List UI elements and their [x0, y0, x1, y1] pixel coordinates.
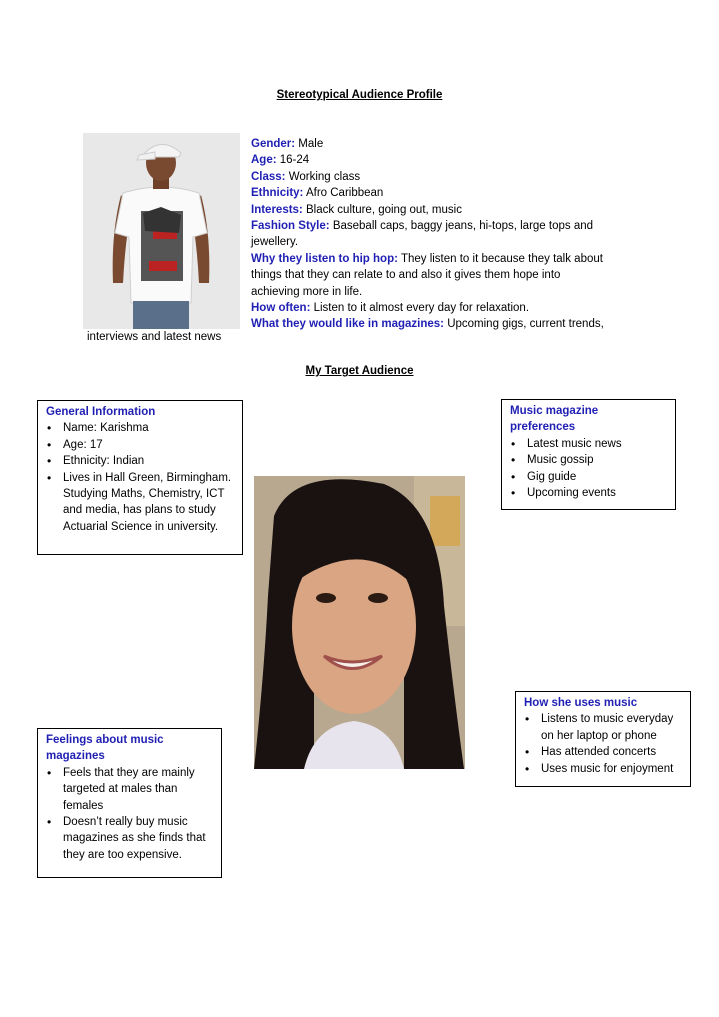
profile-row-fashion-cont: jewellery. [251, 236, 299, 249]
list-item: • Doesn’t really buy music magazines as she finds that they are too expensive. [46, 814, 213, 863]
profile-row-how-often: How often: Listen to it almost every day for relaxation. [251, 302, 530, 315]
list-item: • Lives in Hall Green, Birmingham. Studying Maths, Chemistry, ICT and media, has plans to study Actuarial Science in university. [46, 470, 234, 536]
general-info-box [37, 400, 243, 555]
feelings-list [46, 765, 213, 863]
uses-box [515, 691, 691, 787]
profile-row-why-cont-2: achieving more in life. [251, 285, 363, 298]
uses-list [524, 711, 682, 777]
feelings-box [37, 728, 222, 878]
stereotype-profile [251, 136, 711, 333]
list-item: • Age: 17 [46, 437, 234, 453]
profile-row-why-cont-1: things that they can relate to and also it gives them hope into [251, 269, 561, 282]
list-item: • Listens to music everyday on her laptop or phone [524, 711, 682, 744]
profile-row-interests: Interests: Black culture, going out, music [251, 203, 462, 216]
preferences-box [501, 399, 676, 510]
profile-row-why: Why they listen to hip hop: They listen to it because they talk about [251, 252, 603, 265]
preferences-list [510, 436, 667, 502]
preferences-title: Music magazine preferences [510, 405, 599, 434]
feelings-title: Feelings about music magazines [46, 734, 164, 763]
profile-row-age: Age: 16-24 [251, 154, 310, 167]
profile-row-magazines: What they would like in magazines: Upcoming gigs, current trends, [251, 318, 604, 331]
stereotype-photo [83, 133, 240, 329]
stereotype-heading: Stereotypical Audience Profile [276, 89, 443, 101]
list-item: • Uses music for enjoyment [524, 761, 682, 777]
profile-continuation: interviews and latest news [87, 331, 222, 343]
list-item: • Music gossip [510, 452, 667, 468]
list-item: • Upcoming events [510, 485, 667, 501]
list-item: • Name: Karishma [46, 420, 234, 436]
list-item: • Feels that they are mainly targeted at males than females [46, 765, 213, 814]
target-heading: My Target Audience [305, 365, 414, 377]
list-item: • Ethnicity: Indian [46, 453, 234, 469]
general-info-title: General Information [46, 406, 156, 418]
target-photo [254, 476, 465, 769]
list-item: • Has attended concerts [524, 744, 682, 760]
uses-title: How she uses music [524, 697, 638, 709]
list-item: • Gig guide [510, 469, 667, 485]
profile-row-class: Class: Working class [251, 170, 361, 183]
profile-row-fashion: Fashion Style: Baseball caps, baggy jeans, hi-tops, large tops and [251, 220, 594, 233]
profile-row-gender: Gender: Male [251, 138, 324, 150]
list-item: • Latest music news [510, 436, 667, 452]
profile-row-ethnicity: Ethnicity: Afro Caribbean [251, 187, 384, 200]
general-info-list [46, 420, 234, 535]
